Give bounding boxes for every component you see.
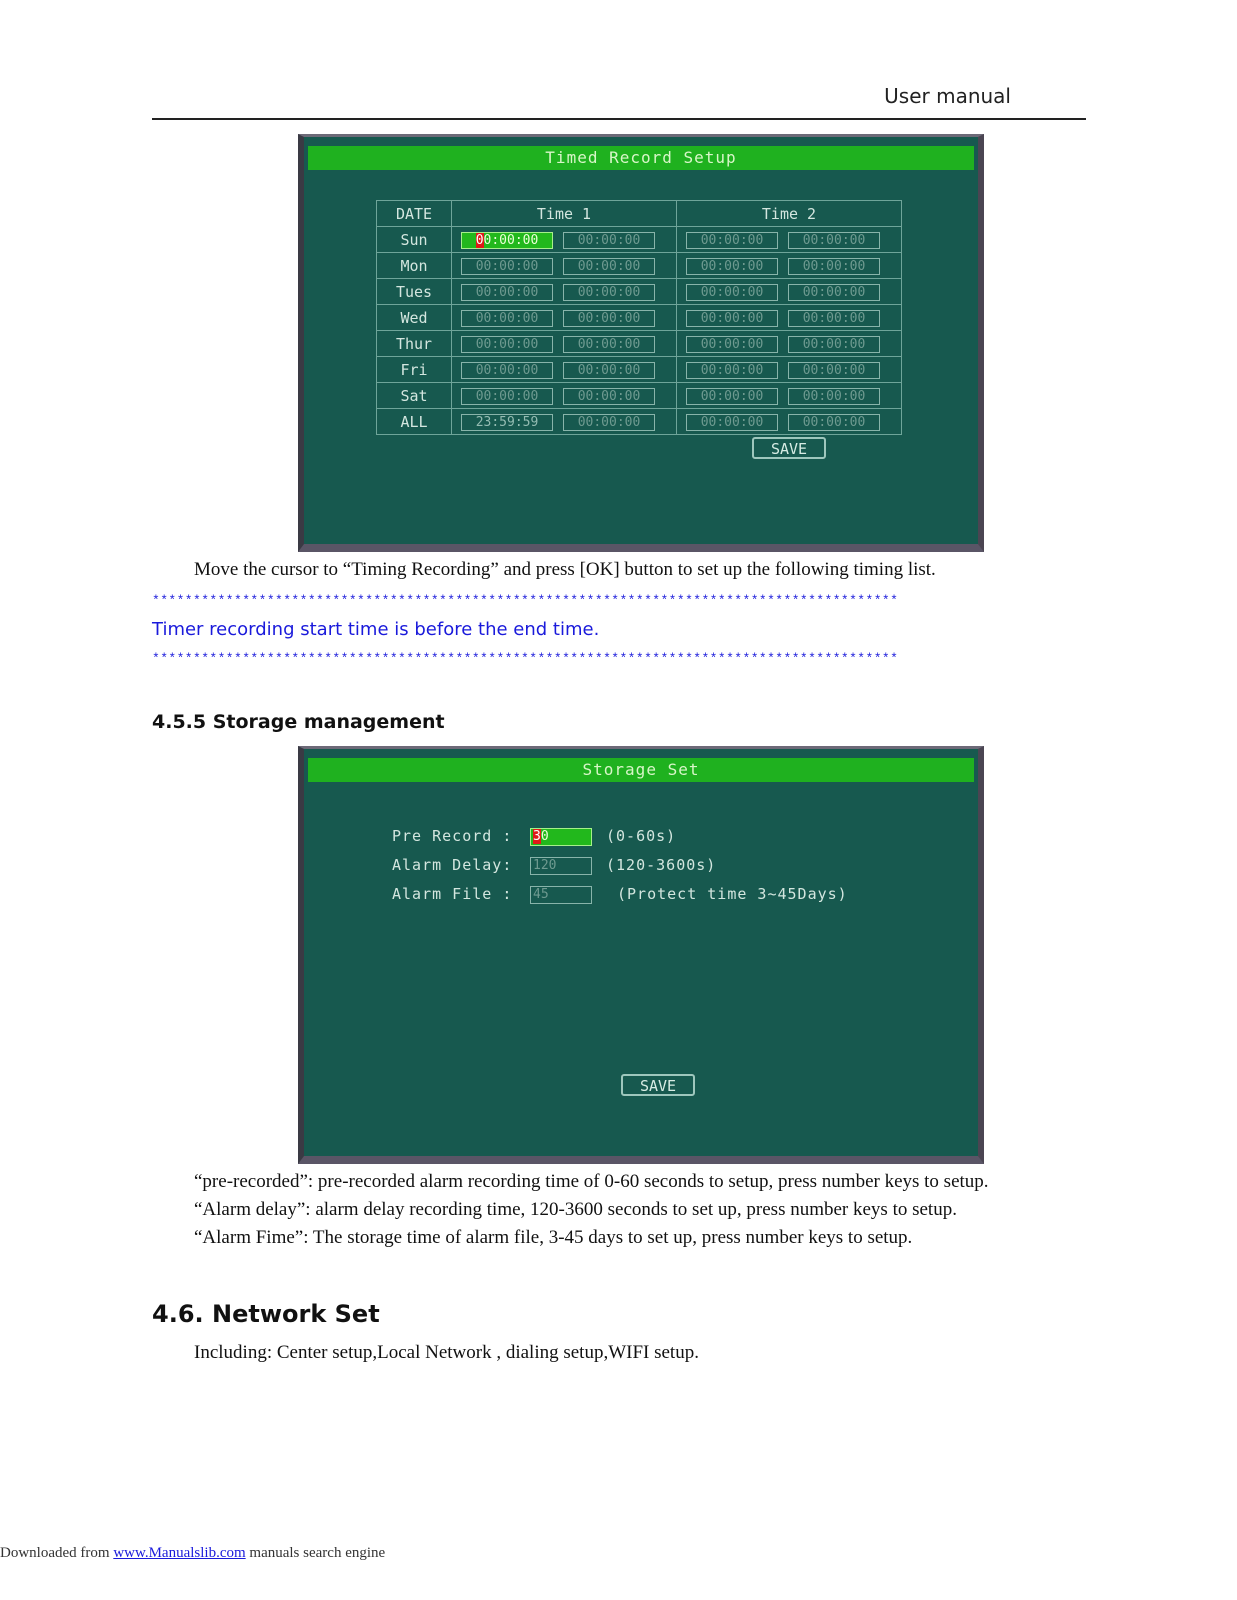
- timer-time-group: [452, 357, 677, 383]
- timer-time-input[interactable]: 00:00:00: [563, 362, 655, 379]
- timer-time-input[interactable]: 00:00:00: [461, 336, 553, 353]
- timer-header-row: [377, 201, 902, 227]
- footer-suffix: manuals search engine: [245, 1545, 386, 1561]
- timer-cursor: 0: [475, 232, 484, 248]
- timer-row: [377, 331, 902, 357]
- page-header-title: User manual: [884, 84, 1011, 108]
- timer-time-group: [677, 357, 902, 383]
- timed-record-title: Timed Record Setup: [308, 146, 974, 170]
- timer-day-label: Thur: [377, 331, 452, 357]
- col-date: DATE: [377, 201, 452, 227]
- pre-record-value: 0: [540, 829, 549, 844]
- storage-title: Storage Set: [308, 758, 974, 782]
- timer-time-input[interactable]: 00:00:00: [563, 310, 655, 327]
- timer-time-group: [452, 331, 677, 357]
- pre-record-range: (0-60s): [606, 827, 677, 845]
- timer-time-group: [677, 305, 902, 331]
- timer-time-input[interactable]: 00:00:00: [563, 336, 655, 353]
- timer-time-input[interactable]: 00:00:00: [461, 258, 553, 275]
- alarm-file-range: (Protect time 3~45Days): [617, 885, 848, 903]
- timer-time-input[interactable]: 00:00:00: [461, 284, 553, 301]
- note-stars-top: *******************************************************************************************: [152, 593, 899, 608]
- timer-day-label: Wed: [377, 305, 452, 331]
- timer-time-input[interactable]: 00:00:00: [788, 336, 880, 353]
- timing-caption: Move the cursor to “Timing Recording” and press [OK] button to set up the following timing list.: [194, 559, 936, 580]
- timer-day-label: Sun: [377, 227, 452, 253]
- timer-time-group: [677, 227, 902, 253]
- timer-time-input[interactable]: 00:00:00: [461, 388, 553, 405]
- timer-time-input[interactable]: 00:00:00: [686, 336, 778, 353]
- timer-time-group: [677, 409, 902, 435]
- timer-active-value: 0:00:00: [483, 232, 539, 248]
- desc-alarm-file: “Alarm Fime”: The storage time of alarm file, 3-45 days to set up, press number keys to setup.: [194, 1227, 913, 1248]
- alarm-delay-range: (120-3600s): [606, 856, 717, 874]
- timer-time-input[interactable]: 00:00:00: [563, 284, 655, 301]
- timer-time-input[interactable]: 00:00:00: [788, 284, 880, 301]
- pre-record-label: Pre Record :: [392, 827, 513, 845]
- footer-prefix: Downloaded from: [0, 1545, 114, 1561]
- timer-time-input[interactable]: 00:00:00: [788, 232, 880, 249]
- timer-day-label: Mon: [377, 253, 452, 279]
- timer-time-input[interactable]: 00:00:00: [686, 310, 778, 327]
- pre-record-cursor: 3: [533, 829, 541, 844]
- timer-time-group: [677, 383, 902, 409]
- note-stars-bottom: *******************************************************************************************: [152, 651, 899, 666]
- timer-time-input[interactable]: [461, 232, 553, 249]
- timer-row: [377, 357, 902, 383]
- timer-time-group: [452, 409, 677, 435]
- timer-row: [377, 253, 902, 279]
- storage-save-button[interactable]: SAVE: [621, 1074, 695, 1096]
- note-text: Timer recording start time is before the end time.: [152, 619, 600, 640]
- timer-time-input[interactable]: 00:00:00: [788, 388, 880, 405]
- timer-row: [377, 227, 902, 253]
- timer-row: [377, 305, 902, 331]
- timer-time-group: [452, 305, 677, 331]
- alarm-file-input[interactable]: 45: [530, 886, 592, 904]
- timer-time-input[interactable]: 00:00:00: [788, 362, 880, 379]
- alarm-delay-label: Alarm Delay:: [392, 856, 513, 874]
- footer: [0, 1545, 385, 1562]
- timer-day-label: Tues: [377, 279, 452, 305]
- manualslib-link[interactable]: www.Manualslib.com: [113, 1545, 246, 1561]
- timer-table: [376, 200, 902, 435]
- timer-time-group: [677, 253, 902, 279]
- timer-time-group: [452, 383, 677, 409]
- timer-time-input[interactable]: 00:00:00: [686, 388, 778, 405]
- timer-time-input[interactable]: 00:00:00: [686, 414, 778, 431]
- timer-time-group: [452, 227, 677, 253]
- timer-day-label: Sat: [377, 383, 452, 409]
- timer-day-label: ALL: [377, 409, 452, 435]
- timer-time-input[interactable]: 00:00:00: [788, 414, 880, 431]
- timer-day-label: Fri: [377, 357, 452, 383]
- section-heading-455: 4.5.5 Storage management: [152, 711, 445, 733]
- timer-time-input[interactable]: 00:00:00: [788, 258, 880, 275]
- timer-time-input[interactable]: 00:00:00: [686, 362, 778, 379]
- timer-time-group: [452, 253, 677, 279]
- timer-time-input[interactable]: 00:00:00: [563, 388, 655, 405]
- timer-time-group: [452, 279, 677, 305]
- desc-alarm-delay: “Alarm delay”: alarm delay recording time, 120-3600 seconds to set up, press number keys to setup.: [194, 1199, 957, 1220]
- timer-time-input[interactable]: 00:00:00: [563, 232, 655, 249]
- network-desc: Including: Center setup,Local Network , dialing setup,WIFI setup.: [194, 1342, 699, 1363]
- storage-set-screen: [298, 746, 984, 1164]
- timer-time-input[interactable]: 00:00:00: [686, 232, 778, 249]
- timer-row: [377, 279, 902, 305]
- timer-time-input[interactable]: 00:00:00: [563, 258, 655, 275]
- timer-time-group: [677, 331, 902, 357]
- alarm-file-label: Alarm File :: [392, 885, 513, 903]
- pre-record-input[interactable]: [530, 828, 592, 846]
- timed-record-setup-screen: [298, 134, 984, 552]
- timer-time-input[interactable]: 00:00:00: [788, 310, 880, 327]
- col-time1: Time 1: [452, 201, 677, 227]
- col-time2: Time 2: [677, 201, 902, 227]
- timer-time-input[interactable]: 00:00:00: [461, 310, 553, 327]
- section-heading-46: 4.6. Network Set: [152, 1300, 380, 1328]
- timer-time-group: [677, 279, 902, 305]
- desc-pre-recorded: “pre-recorded”: pre-recorded alarm recording time of 0-60 seconds to setup, press number keys to setup.: [194, 1171, 989, 1192]
- header-divider: [152, 118, 1086, 120]
- timer-row: [377, 409, 902, 435]
- timer-time-input[interactable]: 00:00:00: [563, 414, 655, 431]
- timer-row: [377, 383, 902, 409]
- alarm-delay-input[interactable]: 120: [530, 857, 592, 875]
- timer-time-input[interactable]: 00:00:00: [686, 284, 778, 301]
- timed-record-save-button[interactable]: SAVE: [752, 437, 826, 459]
- timer-time-input[interactable]: 00:00:00: [686, 258, 778, 275]
- timer-time-input[interactable]: 00:00:00: [461, 362, 553, 379]
- timer-time-input[interactable]: 23:59:59: [461, 414, 553, 431]
